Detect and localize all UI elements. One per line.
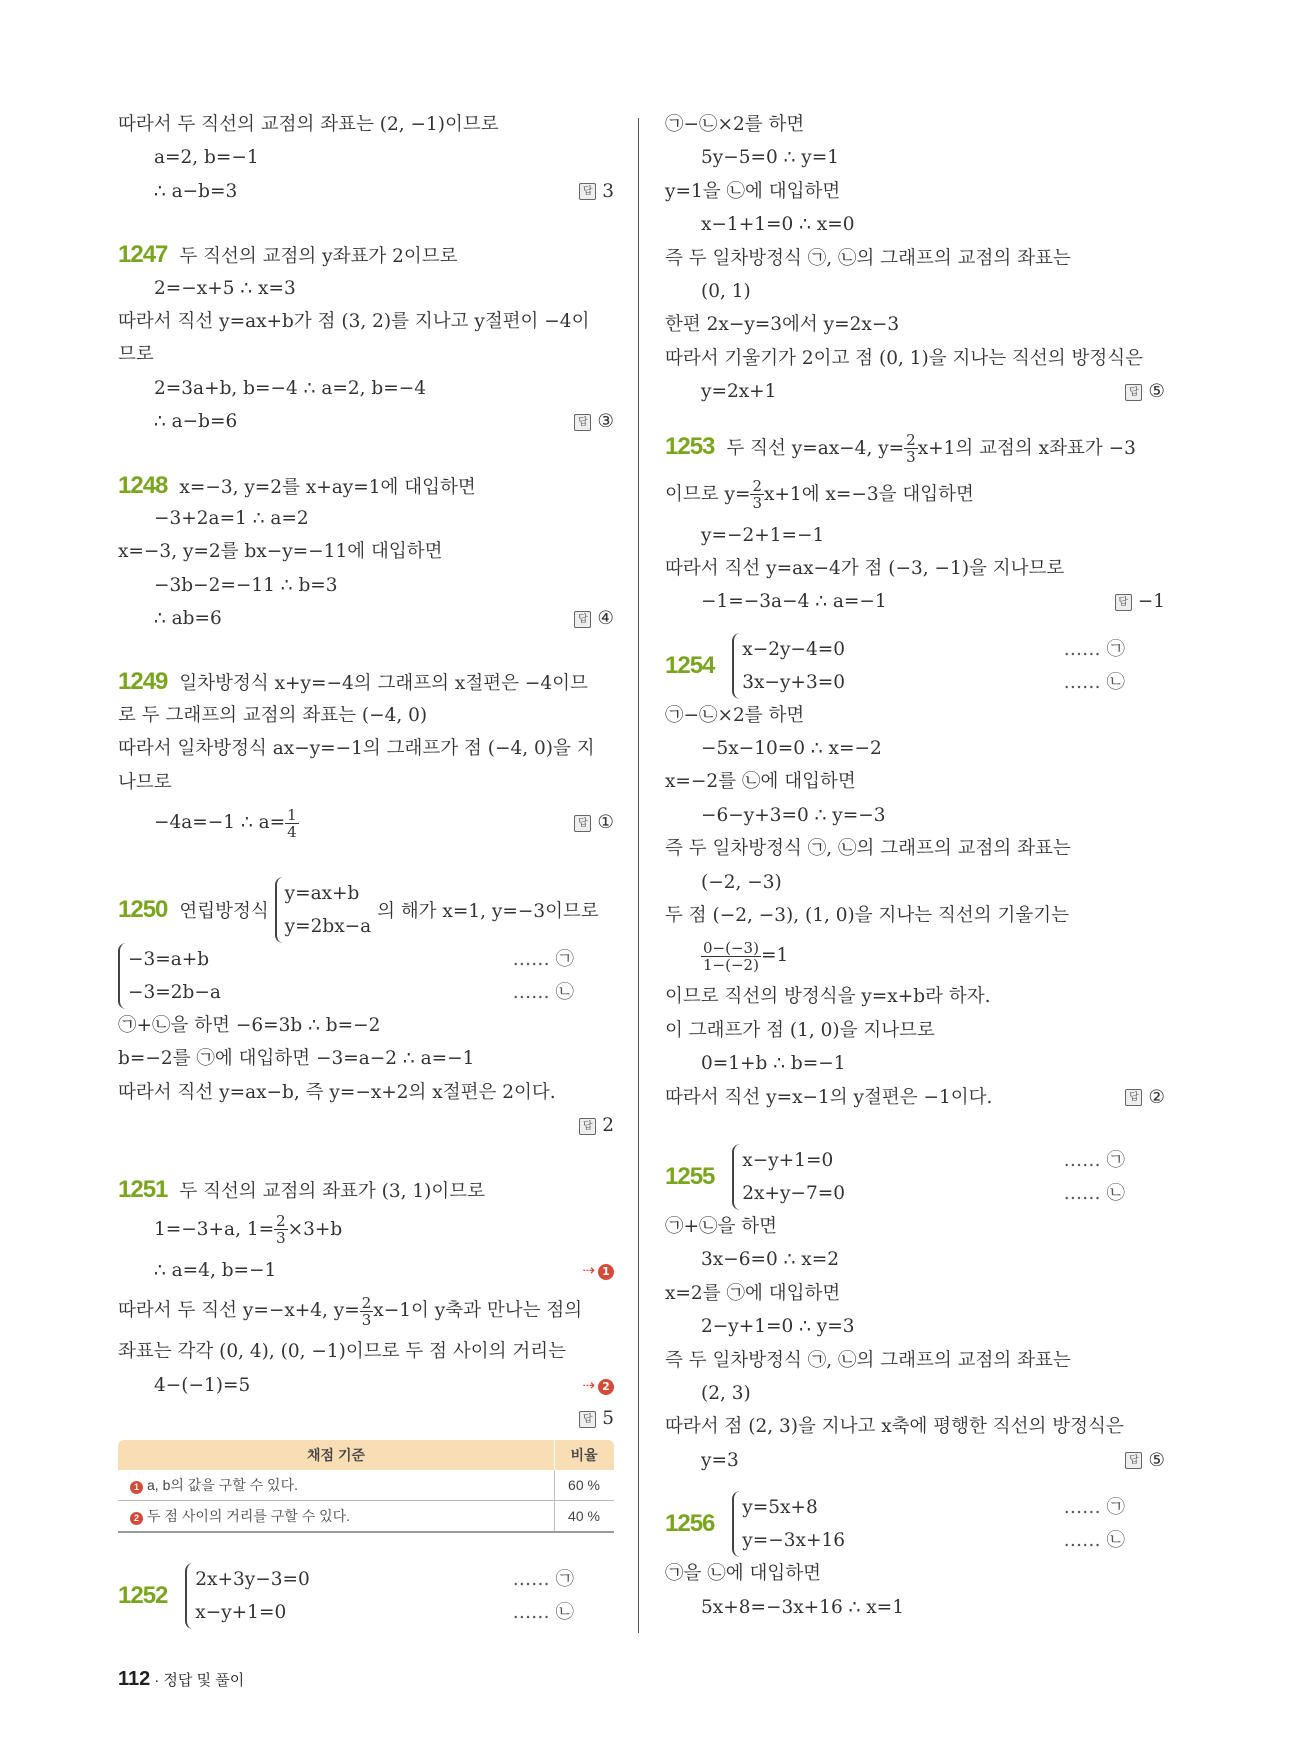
table-cell: 60 % [555, 1470, 615, 1501]
equation-label: …… ㉡ [512, 982, 574, 1004]
criterion: 두 점 사이의 거리를 구할 수 있다. [147, 1507, 351, 1524]
equation: ∴ a=4, b=−1 [154, 1259, 277, 1281]
text: x−1이 y축과 만나는 점의 [373, 1300, 583, 1322]
problem-number: 1248 [118, 471, 168, 499]
text-line: 한편 2x−y=3에서 y=2x−3 [665, 314, 900, 336]
answer-icon: 답 [574, 611, 591, 628]
equation: 4−(−1)=5 [154, 1374, 251, 1396]
text-line: 2=−x+5 ∴ x=3 [154, 277, 296, 299]
problem-number: 1251 [118, 1175, 168, 1203]
equation: −1=−3a−4 ∴ a=−1 [701, 591, 887, 613]
answer-mark [579, 175, 614, 208]
problem-number: 1254 [665, 651, 715, 679]
denominator: 3 [276, 1229, 286, 1248]
page-number: 112 [118, 1668, 151, 1690]
text: 두 직선 y=ax−4, y= [726, 437, 905, 459]
step-marker: ⇢ 1 [582, 1254, 614, 1287]
text-line: 따라서 직선 y=ax+b가 점 (3, 2)를 지나고 y절편이 −4이 [118, 310, 590, 332]
text-line: ㉠+㉡을 하면 −6=3b ∴ b=−2 [118, 1015, 381, 1037]
answer-mark [1125, 375, 1165, 408]
answer-mark [574, 602, 614, 635]
text-line [665, 585, 1165, 618]
step-number: 2 [598, 1379, 614, 1395]
text-line: 이 그래프가 점 (1, 0)을 지나므로 [665, 1019, 935, 1041]
text-line: −3+2a=1 ∴ a=2 [154, 507, 309, 529]
equation-label: …… ㉡ [1063, 1182, 1125, 1204]
answer-value: ① [597, 812, 614, 834]
fraction [904, 432, 918, 465]
equation: y=−3x+16 [742, 1530, 845, 1552]
equation-system [732, 1491, 845, 1557]
text-line [118, 1402, 614, 1435]
numerator: 2 [752, 477, 762, 496]
equation-label: …… ㉡ [1063, 671, 1125, 693]
page-label: · 정답 및 풀이 [154, 1672, 245, 1689]
text: 의 해가 x=1, y=−3이므로 [377, 901, 599, 923]
text-line: 따라서 점 (2, 3)을 지나고 x축에 평행한 직선의 방정식은 [665, 1416, 1124, 1438]
equation-system [275, 877, 372, 943]
equation-label: …… ㉡ [512, 1601, 574, 1623]
text-line: −6−y+3=0 ∴ y=−3 [701, 804, 886, 826]
equation-label: …… ㉠ [512, 949, 574, 971]
text-line: b=−2를 ㉠에 대입하면 −3=a−2 ∴ a=−1 [118, 1048, 475, 1070]
denominator: 3 [906, 448, 916, 467]
text-line [118, 1287, 614, 1335]
answer-icon: 답 [574, 414, 591, 431]
numerator: 0−(−3) [703, 938, 759, 957]
denominator: 4 [287, 822, 297, 841]
answer-value: ③ [597, 411, 614, 433]
fraction [701, 940, 761, 973]
text-line [665, 375, 1165, 408]
text-line: ㉠+㉡을 하면 [665, 1215, 777, 1237]
answer-mark [1115, 585, 1165, 618]
text-line [665, 932, 1165, 980]
answer-mark [574, 799, 614, 847]
equation: x−y+1=0 [195, 1601, 287, 1623]
equation-label: …… ㉠ [1063, 638, 1125, 660]
equation-label: …… ㉠ [1063, 1497, 1125, 1519]
equation: −4a=−1 ∴ a= [154, 812, 286, 834]
text-line: 좌표는 각각 (0, 4), (0, −1)이므로 두 점 사이의 거리는 [118, 1341, 566, 1363]
text: 일차방정식 x+y=−4의 그래프의 x절편은 −4이므 [179, 673, 588, 695]
denominator: 3 [752, 494, 762, 513]
problem-1252 [118, 1563, 614, 1629]
answer-value: ⑤ [1148, 381, 1165, 403]
text: x=−3, y=2를 x+ay=1에 대입하면 [179, 476, 476, 498]
step-number: 1 [130, 1481, 143, 1494]
text-line: (0, 1) [701, 280, 751, 302]
equation: 2x+3y−3=0 [195, 1568, 310, 1590]
problem-number: 1247 [118, 241, 168, 269]
text-line: 5y−5=0 ∴ y=1 [701, 147, 840, 169]
answer-icon: 답 [579, 183, 596, 200]
text-line: 0=1+b ∴ b=−1 [701, 1053, 846, 1075]
equation-system [732, 1144, 845, 1210]
problem-number: 1253 [665, 432, 715, 460]
problem-1249 [118, 665, 614, 698]
text-line: 따라서 직선 y=ax−4가 점 (−3, −1)을 지나므로 [665, 557, 1065, 579]
problem-1250 [118, 877, 614, 943]
text-line [118, 1254, 614, 1287]
answer-mark [579, 1109, 614, 1142]
text-line: 따라서 두 직선의 교점의 좌표는 (2, −1)이므로 [118, 114, 499, 135]
problem-number: 1255 [665, 1162, 715, 1190]
table-header: 비율 [555, 1440, 615, 1470]
equation-label: …… ㉠ [512, 1568, 574, 1590]
text-line: 따라서 일차방정식 ax−y=−1의 그래프가 점 (−4, 0)을 지 [118, 738, 595, 760]
equation: 1=−3+a, 1= [154, 1218, 275, 1240]
text-line: −3b−2=−11 ∴ b=3 [154, 574, 338, 596]
text-line: 2=3a+b, b=−4 ∴ a=2, b=−4 [154, 377, 426, 399]
answer-icon: 답 [1125, 1089, 1142, 1106]
step-marker: ⇢ 2 [582, 1369, 614, 1402]
answer-value: −1 [1137, 591, 1165, 613]
equation: ∴ a−b=6 [154, 411, 238, 433]
problem-number: 1249 [118, 668, 168, 696]
fraction [750, 478, 764, 511]
text-line: 따라서 기울기가 2이고 점 (0, 1)을 지나는 직선의 방정식은 [665, 347, 1143, 369]
column-divider [638, 118, 639, 1633]
denominator: 3 [361, 1310, 372, 1329]
page-footer [118, 1668, 244, 1691]
text-line [118, 1109, 614, 1142]
text: 따라서 직선 y=x−1의 y절편은 −1이다. [665, 1086, 993, 1108]
text-line: x−1+1=0 ∴ x=0 [701, 214, 855, 236]
text-line: 두 점 (−2, −3), (1, 0)을 지나는 직선의 기울기는 [665, 905, 1069, 927]
text-line [665, 1444, 1165, 1477]
text-line: 이므로 직선의 방정식을 y=x+b라 하자. [665, 986, 991, 1008]
text-line: y=1을 ㉡에 대입하면 [665, 180, 841, 202]
text-line [118, 1369, 614, 1402]
answer-mark [1125, 1081, 1165, 1114]
text-line [118, 175, 614, 208]
equation: ∴ a−b=3 [154, 180, 238, 202]
equation: x−y+1=0 [742, 1149, 834, 1171]
text-line [665, 471, 1165, 519]
problem-1251 [118, 1173, 614, 1206]
text-line: y=−2+1=−1 [701, 524, 825, 546]
text-line: 즉 두 일차방정식 ㉠, ㉡의 그래프의 교점의 좌표는 [665, 838, 1071, 860]
answer-value: ⑤ [1148, 1449, 1165, 1471]
table-row [118, 1500, 614, 1532]
equation-system-block [118, 943, 614, 1009]
numerator: 1 [287, 805, 297, 824]
answer-value: ② [1148, 1086, 1165, 1108]
fraction [274, 1213, 288, 1246]
text-line [118, 799, 614, 847]
equation-system [118, 943, 221, 1009]
equation-system [732, 633, 845, 699]
numerator: 2 [276, 1212, 286, 1231]
table-cell [118, 1500, 555, 1532]
text: x+1에 x=−3을 대입하면 [764, 483, 974, 505]
answer-mark [579, 1402, 614, 1435]
text-line: 5x+8=−3x+16 ∴ x=1 [701, 1596, 904, 1618]
text-line [665, 1081, 1165, 1114]
text-line: 즉 두 일차방정식 ㉠, ㉡의 그래프의 교점의 좌표는 [665, 1349, 1071, 1371]
answer-value: 5 [602, 1408, 614, 1430]
answer-value: 2 [602, 1115, 614, 1137]
equation: y=2bx−a [284, 916, 372, 938]
text-line [118, 405, 614, 438]
answer-icon: 답 [1125, 384, 1142, 401]
table-cell [118, 1470, 555, 1501]
equation: 3x−y+3=0 [742, 671, 845, 693]
scoring-table [118, 1440, 614, 1533]
equation: ∴ ab=6 [154, 608, 222, 630]
denominator: 1−(−2) [703, 955, 759, 974]
text: x+1의 교점의 x좌표가 −3 [917, 437, 1136, 459]
text-line [118, 1206, 614, 1254]
answer-icon: 답 [579, 1118, 596, 1135]
equation-label: …… ㉠ [1063, 1149, 1125, 1171]
equation: y=ax+b [284, 883, 360, 905]
answer-value: ④ [597, 608, 614, 630]
criterion: a, b의 값을 구할 수 있다. [147, 1476, 298, 1493]
text-line: 므로 [118, 344, 154, 366]
text: 따라서 두 직선 y=−x+4, y= [118, 1300, 360, 1322]
text-line: 3x−6=0 ∴ x=2 [701, 1249, 839, 1271]
equation: y=5x+8 [742, 1497, 818, 1519]
problem-1256 [665, 1491, 1165, 1557]
text-line: −5x−10=0 ∴ x=−2 [701, 738, 882, 760]
problem-number: 1252 [118, 1581, 168, 1609]
text-line: ㉠−㉡×2를 하면 [665, 704, 805, 726]
equation: =1 [760, 945, 789, 967]
problem-1255 [665, 1144, 1165, 1210]
problem-1247 [118, 238, 614, 271]
answer-icon: 답 [574, 815, 591, 832]
equation-label: …… ㉡ [1063, 1530, 1125, 1552]
table-cell: 40 % [555, 1500, 615, 1532]
text: 연립방정식 [179, 901, 269, 923]
equation: −3=a+b [128, 949, 210, 971]
text-line: ㉠−㉡×2를 하면 [665, 114, 805, 135]
problem-1253 [665, 423, 1165, 471]
text-line: a=2, b=−1 [154, 147, 259, 169]
text-line: ㉠을 ㉡에 대입하면 [665, 1563, 821, 1585]
text-line: x=2를 ㉠에 대입하면 [665, 1282, 841, 1304]
equation: x−2y−4=0 [742, 638, 845, 660]
problem-1254 [665, 633, 1165, 699]
text-line: x=−3, y=2를 bx−y=−11에 대입하면 [118, 541, 443, 563]
text-line: (2, 3) [701, 1382, 751, 1404]
equation-system [185, 1563, 309, 1629]
equation: y=2x+1 [701, 381, 777, 403]
text-line: 나므로 [118, 771, 172, 793]
answer-mark [1125, 1444, 1165, 1477]
table-row [118, 1470, 614, 1501]
table-header: 채점 기준 [118, 1440, 555, 1470]
text-line: x=−2를 ㉡에 대입하면 [665, 771, 856, 793]
text-line: 따라서 직선 y=ax−b, 즉 y=−x+2의 x절편은 2이다. [118, 1081, 556, 1103]
equation: ×3+b [287, 1218, 343, 1240]
problem-number: 1256 [665, 1510, 715, 1538]
text: 두 직선의 교점의 좌표가 (3, 1)이므로 [179, 1180, 485, 1202]
text-line [118, 602, 614, 635]
equation: y=3 [701, 1449, 739, 1471]
answer-icon: 답 [1125, 1452, 1142, 1469]
answer-icon: 답 [1115, 594, 1132, 611]
text-line: 로 두 그래프의 교점의 좌표는 (−4, 0) [118, 704, 428, 726]
numerator: 2 [906, 431, 916, 450]
fraction [285, 807, 299, 840]
text-line: (−2, −3) [701, 871, 782, 893]
answer-value: 3 [602, 180, 614, 202]
fraction [360, 1295, 374, 1328]
step-number: 2 [130, 1512, 143, 1525]
equation: −3=2b−a [128, 982, 221, 1004]
text: 이므로 y= [665, 483, 751, 505]
text-line: 즉 두 일차방정식 ㉠, ㉡의 그래프의 교점의 좌표는 [665, 247, 1071, 269]
text: 두 직선의 교점의 y좌표가 2이므로 [179, 246, 458, 268]
step-number: 1 [598, 1264, 614, 1280]
problem-number: 1250 [118, 896, 168, 924]
problem-1248 [118, 469, 614, 502]
text-line: 2−y+1=0 ∴ y=3 [701, 1316, 855, 1338]
answer-icon: 답 [579, 1411, 596, 1428]
numerator: 2 [361, 1293, 372, 1312]
equation: 2x+y−7=0 [742, 1182, 845, 1204]
right-column [665, 108, 1165, 1624]
answer-mark [574, 405, 614, 438]
left-column [118, 108, 614, 1629]
